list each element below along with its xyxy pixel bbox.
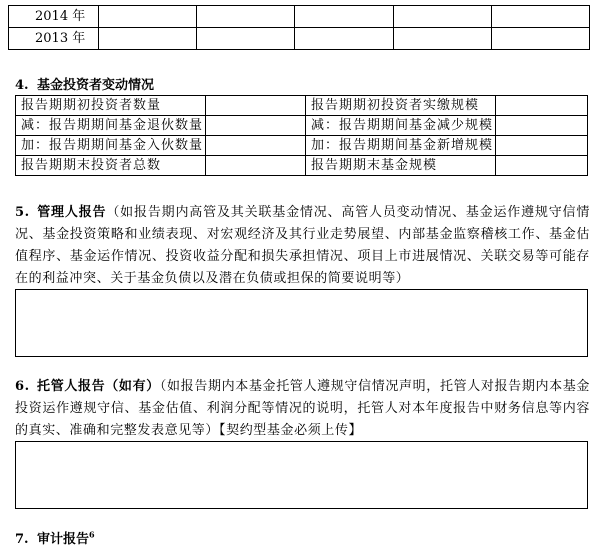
value-cell-right — [496, 96, 588, 116]
row-label-left: 报告期期初投资者数量 — [16, 96, 206, 116]
investor-change-table — [15, 95, 588, 176]
row-label-left: 报告期期末投资者总数 — [16, 156, 206, 176]
table-cell — [491, 6, 589, 28]
year-table — [8, 5, 590, 50]
section7-title: 审计报告 — [37, 532, 90, 547]
table-cell — [393, 6, 491, 28]
table-cell — [99, 6, 197, 28]
section4-title: 基金投资者变动情况 — [37, 78, 155, 93]
year-label: 2013 年 — [9, 28, 99, 50]
table-row — [16, 96, 588, 116]
row-label-right: 加：报告期期间基金新增规模 — [306, 136, 496, 156]
table-cell — [295, 28, 393, 50]
value-cell-left — [206, 96, 306, 116]
section5-number: 5. — [15, 205, 30, 220]
row-label-right: 报告期期末基金规模 — [306, 156, 496, 176]
table-row — [16, 116, 588, 136]
section5-paragraph — [15, 202, 590, 290]
section6-description: （如报告期内本基金托管人遵规守信情况声明，托管人对报告期内本基金投资运作遵规守信、基金估值、利润分配等情况的说明，托管人对本年度报告中财务信息等内容的真实、准确和完整发表意见等）【契约型基金必须上传】 — [15, 379, 591, 438]
table-cell — [393, 28, 491, 50]
section5-title: 管理人报告 — [37, 205, 107, 220]
table-cell — [197, 28, 295, 50]
section6-number: 6. — [15, 379, 30, 394]
footnote-marker: 6 — [89, 529, 95, 540]
section6-title: 托管人报告（如有） — [37, 379, 160, 394]
row-label-right: 报告期期初投资者实缴规模 — [306, 96, 496, 116]
row-label-left: 减：报告期期间基金退伙数量 — [16, 116, 206, 136]
value-cell-left — [206, 156, 306, 176]
section5-answer-box[interactable] — [15, 289, 588, 357]
section6-paragraph — [15, 376, 590, 442]
section4-number: 4. — [15, 78, 29, 93]
section7-number: 7. — [15, 532, 29, 547]
row-label-left: 加：报告期期间基金入伙数量 — [16, 136, 206, 156]
table-row — [16, 136, 588, 156]
value-cell-right — [496, 116, 588, 136]
value-cell-left — [206, 136, 306, 156]
value-cell-right — [496, 136, 588, 156]
value-cell-right — [496, 156, 588, 176]
section4-heading — [15, 74, 154, 93]
section5-description: （如报告期内高管及其关联基金情况、高管人员变动情况、基金运作遵规守信情况、基金投资策略和业绩表现、对宏观经济及其行业走势展望、内部基金监察稽核工作、基金估值程序、基金运作情况、投资收益分配和损失承担情况、项目上市进展情况、关联交易等可能存在的利益冲突、关于基金负债以及潜在负债或担保的简要说明等） — [15, 205, 590, 286]
table-cell — [295, 6, 393, 28]
value-cell-left — [206, 116, 306, 136]
section6-answer-box[interactable] — [15, 441, 588, 509]
section7-heading — [15, 528, 95, 547]
table-cell — [491, 28, 589, 50]
year-label: 2014 年 — [9, 6, 99, 28]
table-row — [16, 156, 588, 176]
table-cell — [99, 28, 197, 50]
table-cell — [197, 6, 295, 28]
table-row — [9, 28, 590, 50]
row-label-right: 减：报告期期间基金减少规模 — [306, 116, 496, 136]
table-row — [9, 6, 590, 28]
